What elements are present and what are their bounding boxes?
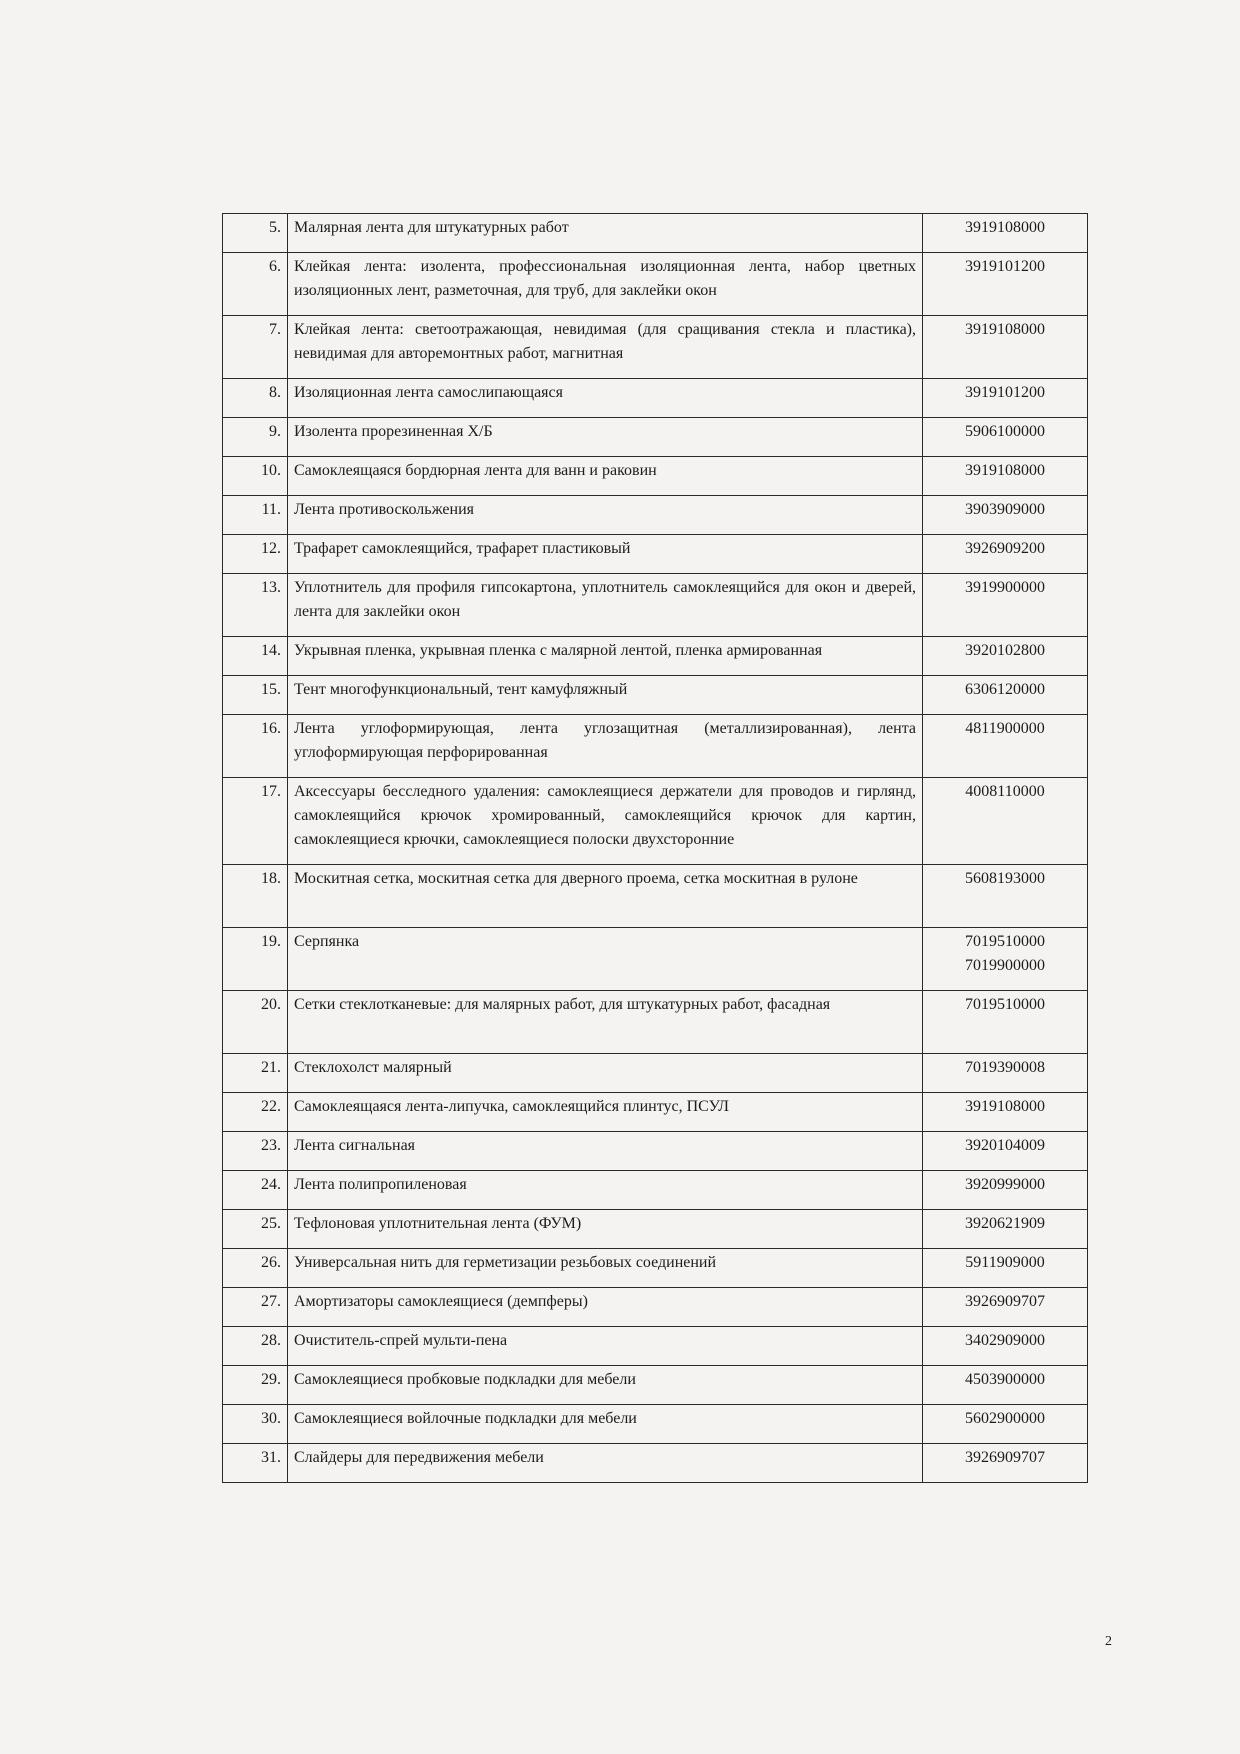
item-codes [923, 379, 1088, 418]
row-number: 27. [223, 1288, 288, 1327]
item-name: Очиститель-спрей мульти-пена [288, 1327, 923, 1366]
row-number: 16. [223, 715, 288, 778]
item-name: Слайдеры для передвижения мебели [288, 1444, 923, 1483]
item-name: Изоляционная лента самослипающаяся [288, 379, 923, 418]
item-code: 4503900000 [965, 1371, 1045, 1388]
item-code: 3402909000 [965, 1332, 1045, 1349]
item-code: 7019390008 [965, 1059, 1045, 1076]
item-code: 3919101200 [965, 384, 1045, 401]
row-number: 21. [223, 1054, 288, 1093]
table-row [223, 1327, 1088, 1366]
table-row [223, 379, 1088, 418]
row-number: 7. [223, 316, 288, 379]
row-number: 18. [223, 865, 288, 928]
table-row [223, 1444, 1088, 1483]
item-codes [923, 715, 1088, 778]
item-codes [923, 865, 1088, 928]
table-row [223, 457, 1088, 496]
item-name: Тент многофункциональный, тент камуфляжный [288, 676, 923, 715]
item-codes [923, 316, 1088, 379]
table-row [223, 991, 1088, 1054]
row-number: 8. [223, 379, 288, 418]
item-name: Сетки стеклотканевые: для малярных работ, для штукатурных работ, фасадная [288, 991, 923, 1054]
item-code: 3926909707 [965, 1449, 1045, 1466]
item-codes [923, 1405, 1088, 1444]
item-name: Аксессуары бесследного удаления: самоклеящиеся держатели для проводов и гирлянд, самоклеящийся крючок хромированный, самоклеящийся крючок для картин, самоклеящиеся крючки, самоклеящиеся полоски двухсторонние [288, 778, 923, 865]
table-row [223, 316, 1088, 379]
row-number: 9. [223, 418, 288, 457]
table-row [223, 574, 1088, 637]
row-number: 13. [223, 574, 288, 637]
item-name: Москитная сетка, москитная сетка для дверного проема, сетка москитная в рулоне [288, 865, 923, 928]
item-codes [923, 1093, 1088, 1132]
table-row [223, 1405, 1088, 1444]
item-code: 3919108000 [965, 1098, 1045, 1115]
item-code: 5602900000 [965, 1410, 1045, 1427]
item-codes [923, 1054, 1088, 1093]
item-code: 3920621909 [965, 1215, 1045, 1232]
table-row [223, 1210, 1088, 1249]
item-codes [923, 574, 1088, 637]
table-row [223, 676, 1088, 715]
item-name: Самоклеящиеся войлочные подкладки для мебели [288, 1405, 923, 1444]
item-name: Лента полипропиленовая [288, 1171, 923, 1210]
item-code: 3920104009 [965, 1137, 1045, 1154]
item-name: Самоклеящиеся пробковые подкладки для мебели [288, 1366, 923, 1405]
item-codes [923, 535, 1088, 574]
item-name: Самоклеящаяся бордюрная лента для ванн и раковин [288, 457, 923, 496]
item-codes [923, 928, 1088, 991]
item-codes [923, 637, 1088, 676]
row-number: 22. [223, 1093, 288, 1132]
item-name: Универсальная нить для герметизации резьбовых соединений [288, 1249, 923, 1288]
item-code: 3919101200 [965, 258, 1045, 275]
table-row [223, 496, 1088, 535]
item-name: Лента сигнальная [288, 1132, 923, 1171]
row-number: 23. [223, 1132, 288, 1171]
item-codes [923, 1288, 1088, 1327]
item-codes [923, 1327, 1088, 1366]
item-codes [923, 1132, 1088, 1171]
item-codes [923, 991, 1088, 1054]
item-codes [923, 214, 1088, 253]
row-number: 29. [223, 1366, 288, 1405]
goods-table [222, 213, 1088, 1483]
table-row [223, 214, 1088, 253]
item-codes [923, 1171, 1088, 1210]
item-code: 3919108000 [965, 321, 1045, 338]
table-row [223, 1171, 1088, 1210]
table-row [223, 535, 1088, 574]
item-codes [923, 457, 1088, 496]
item-code: 3926909707 [965, 1293, 1045, 1310]
row-number: 26. [223, 1249, 288, 1288]
item-codes [923, 676, 1088, 715]
item-name: Уплотнитель для профиля гипсокартона, уплотнитель самоклеящийся для окон и дверей, лента для заклейки окон [288, 574, 923, 637]
table-row [223, 865, 1088, 928]
item-codes [923, 418, 1088, 457]
item-codes [923, 496, 1088, 535]
table-row [223, 1132, 1088, 1171]
table-row [223, 1249, 1088, 1288]
row-number: 19. [223, 928, 288, 991]
goods-table-body [223, 214, 1088, 1483]
item-code: 3919108000 [965, 219, 1045, 236]
item-name: Лента противоскольжения [288, 496, 923, 535]
row-number: 5. [223, 214, 288, 253]
item-code: 5911909000 [965, 1254, 1045, 1271]
table-row [223, 418, 1088, 457]
page-number: 2 [1105, 1634, 1112, 1649]
item-code: 4811900000 [965, 720, 1045, 737]
item-name: Трафарет самоклеящийся, трафарет пластиковый [288, 535, 923, 574]
table-row [223, 715, 1088, 778]
item-name: Амортизаторы самоклеящиеся (демпферы) [288, 1288, 923, 1327]
row-number: 17. [223, 778, 288, 865]
table-row [223, 1288, 1088, 1327]
table-row [223, 1093, 1088, 1132]
item-code: 6306120000 [965, 681, 1045, 698]
item-codes [923, 1366, 1088, 1405]
row-number: 20. [223, 991, 288, 1054]
row-number: 11. [223, 496, 288, 535]
row-number: 15. [223, 676, 288, 715]
item-name: Серпянка [288, 928, 923, 991]
row-number: 14. [223, 637, 288, 676]
item-code: 3926909200 [965, 540, 1045, 557]
item-name: Малярная лента для штукатурных работ [288, 214, 923, 253]
table-row [223, 1366, 1088, 1405]
item-codes [923, 253, 1088, 316]
table-row [223, 1054, 1088, 1093]
item-code: 5906100000 [965, 423, 1045, 440]
item-codes [923, 1210, 1088, 1249]
item-code: 7019900000 [965, 957, 1045, 974]
item-name: Стеклохолст малярный [288, 1054, 923, 1093]
item-code: 3919900000 [965, 579, 1045, 596]
table-row [223, 253, 1088, 316]
item-name: Клейкая лента: светоотражающая, невидимая (для сращивания стекла и пластика), невидимая для авторемонтных работ, магнитная [288, 316, 923, 379]
item-code: 3920999000 [965, 1176, 1045, 1193]
item-code: 7019510000 [965, 996, 1045, 1013]
item-code: 3920102800 [965, 642, 1045, 659]
item-codes [923, 778, 1088, 865]
item-name: Лента углоформирующая, лента углозащитная (металлизированная), лента углоформирующая перфорированная [288, 715, 923, 778]
item-name: Клейкая лента: изолента, профессиональная изоляционная лента, набор цветных изоляционных лент, разметочная, для труб, для заклейки окон [288, 253, 923, 316]
item-code: 3919108000 [965, 462, 1045, 479]
row-number: 25. [223, 1210, 288, 1249]
item-code: 5608193000 [965, 870, 1045, 887]
table-row [223, 778, 1088, 865]
item-name: Самоклеящаяся лента-липучка, самоклеящийся плинтус, ПСУЛ [288, 1093, 923, 1132]
item-codes [923, 1444, 1088, 1483]
item-name: Укрывная пленка, укрывная пленка с малярной лентой, пленка армированная [288, 637, 923, 676]
item-code: 4008110000 [965, 783, 1045, 800]
item-codes [923, 1249, 1088, 1288]
row-number: 31. [223, 1444, 288, 1483]
row-number: 24. [223, 1171, 288, 1210]
item-name: Тефлоновая уплотнительная лента (ФУМ) [288, 1210, 923, 1249]
row-number: 30. [223, 1405, 288, 1444]
row-number: 28. [223, 1327, 288, 1366]
item-code: 7019510000 [965, 933, 1045, 950]
table-row [223, 637, 1088, 676]
item-code: 3903909000 [965, 501, 1045, 518]
row-number: 10. [223, 457, 288, 496]
item-name: Изолента прорезиненная Х/Б [288, 418, 923, 457]
row-number: 12. [223, 535, 288, 574]
table-row [223, 928, 1088, 991]
row-number: 6. [223, 253, 288, 316]
